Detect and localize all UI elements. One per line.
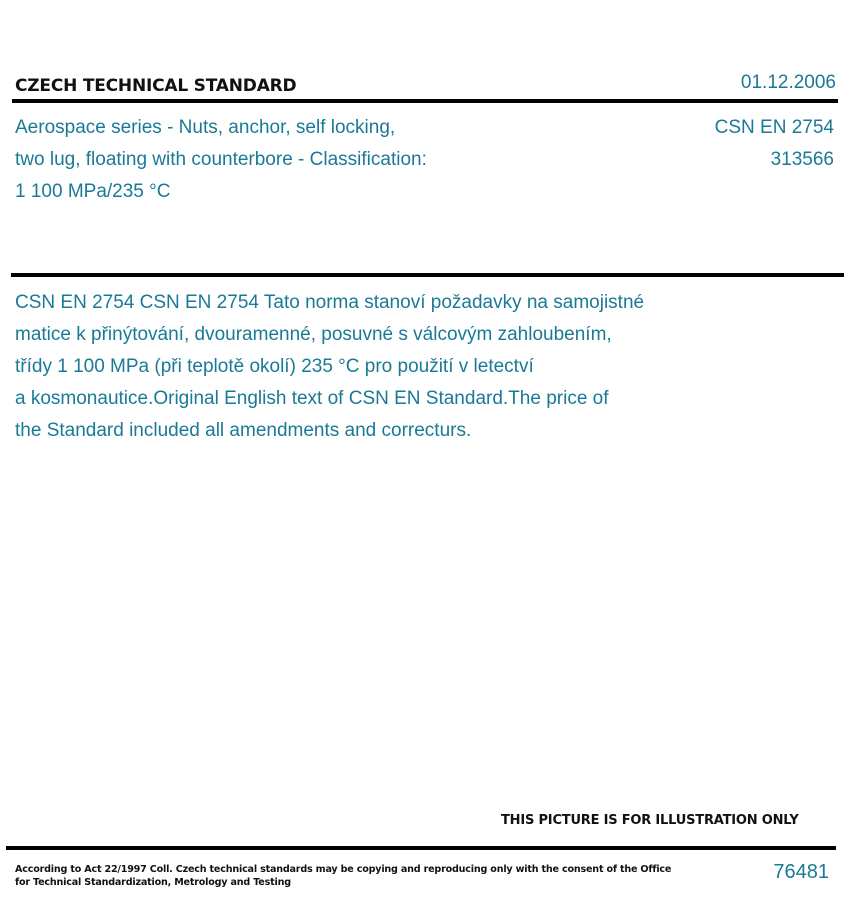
description-line: matice k přinýtování, dvouramenné, posuvné s válcovým zahloubením, [15,324,612,345]
title-line: 1 100 MPa/235 °C [15,181,171,202]
description-line: třídy 1 100 MPa (při teplotě okolí) 235 °C pro použití v letectví [15,356,534,377]
description-line: a kosmonautice.Original English text of CSN EN Standard.The price of [15,388,609,409]
illustration-disclaimer: THIS PICTURE IS FOR ILLUSTRATION ONLY [501,813,799,828]
standard-code: CSN EN 2754 [714,117,834,138]
document-type-label: CZECH TECHNICAL STANDARD [15,76,297,96]
title-line: Aerospace series - Nuts, anchor, self locking, [15,117,396,138]
description-line: the Standard included all amendments and correcturs. [15,420,472,441]
footer-divider [6,846,836,850]
publication-date: 01.12.2006 [740,72,836,93]
footer-legal-note: According to Act 22/1997 Coll. Czech technical standards may be copying and reproducing only with the consent of the Office [15,864,672,875]
catalog-number: 76481 [773,861,829,883]
standard-number: 313566 [770,149,834,170]
title-line: two lug, floating with counterbore - Classification: [15,149,427,170]
header-divider [12,99,838,103]
footer-legal-note: for Technical Standardization, Metrology and Testing [15,877,291,888]
description-line: CSN EN 2754 CSN EN 2754 Tato norma stanoví požadavky na samojistné [15,292,645,313]
section-divider [11,273,844,277]
